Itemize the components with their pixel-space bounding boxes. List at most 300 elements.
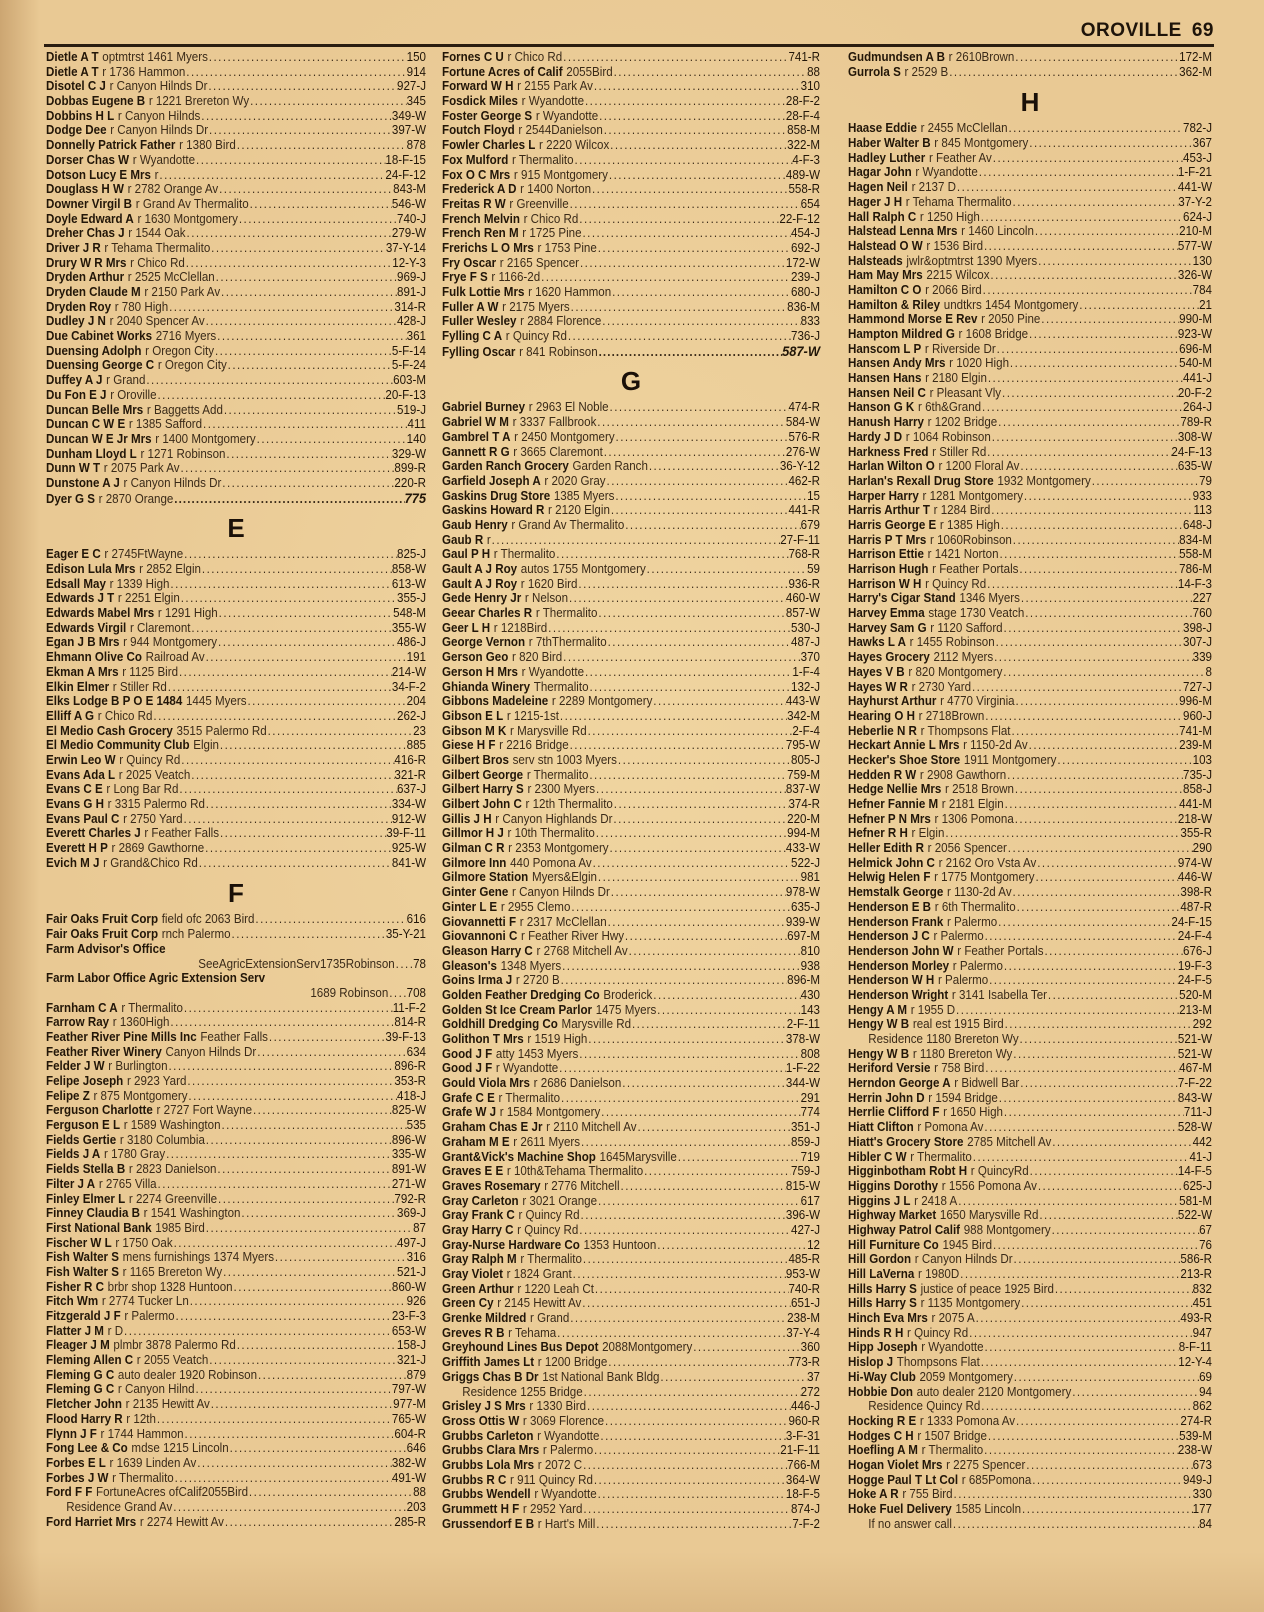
dot-leader — [591, 182, 788, 197]
listing-address: r 2730 Yard — [911, 679, 972, 694]
dot-leader — [1034, 224, 1179, 239]
listing-address: r 758 Bird — [934, 1061, 985, 1076]
listing-name: Grant&Vick's Machine Shop — [442, 1149, 596, 1164]
phone-number: 773-R — [788, 1355, 821, 1370]
dot-leader — [592, 856, 791, 871]
listing-row — [46, 447, 426, 462]
listing-row — [848, 1370, 1212, 1385]
listing-address: r Pleasant Vly — [929, 385, 1002, 400]
listing-address: r Thermalito — [520, 1252, 582, 1267]
listing-name: Fleager J M — [46, 1338, 110, 1353]
listing-address: r 1200 Bridge — [537, 1355, 608, 1370]
phone-number: 20-F-13 — [385, 387, 427, 402]
listing-row — [848, 826, 1212, 841]
phone-number: 460-W — [785, 591, 821, 606]
dot-leader — [220, 285, 397, 300]
listing-name: Edison Lula Mrs — [46, 562, 136, 576]
listing-name: Dietle A T — [46, 50, 99, 64]
phone-number: 953-W — [785, 1267, 821, 1281]
phone-number: 326-W — [1177, 268, 1213, 283]
listing-name: Green Cy — [442, 1296, 494, 1311]
listing-name: Gillmor H J — [442, 826, 504, 841]
listing-row — [46, 300, 426, 315]
dot-leader — [1051, 1223, 1199, 1238]
dot-leader — [1028, 327, 1178, 342]
listing-row — [848, 1238, 1212, 1253]
dot-leader — [595, 826, 787, 841]
listing-address: Broderick — [603, 987, 653, 1002]
listing-name: Fletcher John — [46, 1397, 122, 1412]
listing-row — [442, 1179, 820, 1194]
listing-row — [46, 812, 426, 827]
listing-row — [848, 1003, 1212, 1018]
listing-row — [46, 417, 426, 432]
listing-row — [848, 415, 1212, 430]
listing-name: Heriford Versie — [848, 1061, 931, 1076]
listing-name: Duncan Belle Mrs — [46, 402, 144, 417]
phone-number: 586-R — [1180, 1252, 1213, 1267]
listing-row — [46, 1118, 426, 1133]
phone-number: 949-J — [1183, 1472, 1213, 1487]
listing-address: r 1291 High — [157, 606, 218, 621]
listing-address: r 2718Brown — [918, 708, 985, 723]
dot-leader — [217, 635, 397, 650]
listing-name: Farrow Ray — [46, 1015, 110, 1030]
phone-number: 912-W — [391, 811, 427, 826]
listing-address: r 2450 Montgomery — [514, 429, 615, 444]
listing-name: Dreher Chas J — [46, 226, 125, 241]
listing-row — [848, 1326, 1212, 1341]
phone-number: 382-W — [391, 1455, 427, 1470]
phone-number: 530-J — [791, 620, 821, 635]
phone-number: 15 — [807, 488, 821, 503]
dot-leader — [569, 197, 801, 212]
dot-leader — [540, 270, 791, 285]
listing-address: Railroad Av — [145, 650, 205, 665]
listing-row — [848, 1076, 1212, 1091]
listing-name: Heberlie N R — [848, 723, 917, 738]
dot-leader — [609, 841, 786, 856]
phone-number: 321-J — [397, 1353, 427, 1368]
listing-name: Frerichs L O Mrs — [442, 240, 534, 255]
listing-name: Henderson Morley — [848, 958, 950, 973]
listing-name: Fields Stella B — [46, 1162, 126, 1177]
dot-leader — [984, 1061, 1179, 1076]
listing-name: Gray Carleton — [442, 1193, 519, 1208]
dot-leader — [968, 1326, 1192, 1341]
listing-name: Grummett H F — [442, 1502, 520, 1516]
listing-address: Feather Falls — [200, 1029, 268, 1044]
dot-leader — [202, 417, 407, 432]
listing-name: Hoke A R — [848, 1487, 899, 1502]
listing-address: r 1020 High — [949, 356, 1010, 371]
phone-number: 239-M — [1179, 738, 1213, 753]
listing-row — [442, 915, 820, 930]
listing-row — [442, 841, 820, 856]
listing-row — [848, 562, 1212, 577]
listing-address: r 2020 Gray — [544, 473, 606, 488]
phone-number: 736-J — [791, 329, 821, 344]
phone-number: 360 — [800, 1340, 821, 1355]
listing-address: r Grand — [106, 373, 146, 388]
phone-number: 37-Y-4 — [786, 1325, 821, 1340]
listing-address: r 2525 McClellan — [127, 270, 215, 285]
dot-leader — [173, 1236, 397, 1251]
listing-row — [848, 254, 1212, 269]
listing-row — [46, 461, 426, 476]
listing-row — [442, 50, 820, 65]
phone-number: 418-J — [397, 1088, 427, 1103]
header-rule — [44, 44, 1214, 47]
listing-row — [442, 591, 820, 606]
phone-number: 441-R — [788, 503, 821, 518]
listing-address: jwlr&optmtrst 1390 Myers — [906, 253, 1038, 268]
listing-address: r 1736 Hammon — [102, 64, 186, 79]
listing-address: r 1385 High — [939, 517, 1000, 532]
phone-number: 14-F-5 — [1177, 1164, 1213, 1179]
listing-address: r 3665 Claremont — [513, 444, 603, 459]
dot-leader — [628, 944, 801, 959]
phone-number: 862 — [1192, 1399, 1213, 1414]
listing-address: r 12th — [126, 1411, 156, 1426]
dot-leader — [1047, 988, 1179, 1003]
dot-leader — [190, 768, 394, 783]
listing-name: Haase Eddie — [848, 121, 917, 136]
dot-leader — [559, 709, 787, 724]
listing-row — [848, 239, 1212, 254]
listing-name: Ekman A Mrs — [46, 664, 119, 679]
phone-number: 364-W — [785, 1472, 821, 1487]
phone-number: 896-M — [787, 973, 821, 988]
phone-number: 191 — [406, 650, 427, 665]
listing-row — [442, 109, 820, 124]
dot-leader — [249, 197, 392, 212]
listing-name: Henderson Wright — [848, 987, 949, 1002]
phone-number: 741-R — [788, 50, 821, 64]
phone-number: 433-W — [785, 841, 821, 856]
phone-number: 825-J — [397, 547, 427, 562]
listing-address: 440 Pomona Av — [510, 855, 592, 870]
phone-number: 891-W — [391, 1162, 427, 1177]
dot-leader — [578, 1223, 791, 1238]
listing-address: r 1333 Pomona Av — [919, 1413, 1016, 1428]
phone-number: 12-Y-4 — [1178, 1355, 1213, 1370]
listing-address: 1985 Bird — [155, 1220, 205, 1235]
listing-row — [442, 1326, 820, 1341]
listing-name: Fosdick Miles — [442, 94, 518, 109]
listing-name: Due Cabinet Works — [46, 329, 153, 344]
listing-address: r D — [107, 1323, 124, 1338]
listing-row — [848, 1414, 1212, 1429]
listing-name: Feather River Winery — [46, 1044, 162, 1059]
dot-leader — [610, 885, 786, 900]
listing-row — [848, 430, 1212, 445]
dot-leader — [646, 562, 807, 577]
listing-address: r 2300 Myers — [527, 782, 596, 797]
listing-address: 1346 Myers — [959, 591, 1020, 606]
dot-leader — [204, 841, 392, 856]
listing-continuation — [848, 1517, 1212, 1532]
listing-name: Gillis J H — [442, 811, 492, 826]
listing-row — [848, 474, 1212, 489]
listing-name: Good J F — [442, 1046, 493, 1061]
listing-address: r Canyon Hilnd — [117, 1382, 195, 1397]
listing-row — [848, 900, 1212, 915]
listing-row — [442, 1120, 820, 1135]
dot-leader — [395, 957, 413, 972]
dot-leader — [201, 562, 392, 577]
listing-address: r 1165 Brereton Wy — [122, 1264, 223, 1279]
dot-leader — [598, 345, 782, 360]
listing-name: Hefner R H — [848, 826, 908, 841]
dot-leader — [183, 1001, 393, 1016]
dot-leader — [980, 210, 1183, 225]
dot-leader — [185, 65, 406, 80]
dot-leader — [274, 1250, 407, 1265]
listing-row — [442, 753, 820, 768]
phone-number: 805-J — [791, 752, 821, 767]
listing-address: r 1202 Bridge — [927, 415, 998, 430]
listing-name: Harlan's Rexall Drug Store — [848, 473, 994, 488]
listing-name: Douglass H W — [46, 182, 124, 197]
listing-name: Gilmore Station — [442, 870, 529, 885]
listing-address: r 3180 Columbia — [119, 1132, 205, 1147]
listing-row — [46, 1162, 426, 1177]
listing-address: r 4770 Virginia — [940, 694, 1015, 709]
listing-address: r 1620 Hammon — [528, 285, 612, 299]
listing-name: Fylling C A — [442, 329, 503, 344]
listing-name: Fields Gertie — [46, 1132, 117, 1147]
dot-leader — [491, 533, 781, 548]
listing-name: Gault A J Roy — [442, 576, 518, 591]
dot-leader — [988, 973, 1178, 988]
phone-number: 3-F-31 — [785, 1428, 821, 1443]
listing-row — [442, 1399, 820, 1414]
dot-leader — [198, 856, 392, 871]
listing-name: Geer L H — [442, 620, 491, 635]
phone-number: 775 — [404, 489, 427, 506]
listing-row — [442, 445, 820, 460]
listing-address: 1475 Myers — [595, 1002, 657, 1017]
dot-leader — [597, 1194, 801, 1209]
listing-name: Hoke Fuel Delivery — [848, 1502, 952, 1516]
listing-name: Elkin Elmer — [46, 679, 110, 694]
listing-address: r Chico Rd — [507, 50, 563, 64]
listing-name: Grubbs R C — [442, 1472, 507, 1487]
phone-number: 2-F-11 — [786, 1017, 821, 1032]
phone-number: 617 — [800, 1193, 821, 1208]
listing-row — [46, 1427, 426, 1442]
listing-name: Downer Virgil B — [46, 196, 133, 211]
listing-name: Grubbs Clara Mrs — [442, 1443, 540, 1458]
dot-leader — [612, 812, 787, 827]
dot-leader — [972, 1150, 1190, 1165]
listing-row — [848, 1194, 1212, 1209]
listing-address: r Palermo — [952, 958, 1003, 973]
listing-name: Ginter L E — [442, 899, 498, 914]
listing-name: Finley Elmer L — [46, 1191, 126, 1206]
dot-leader — [1021, 1502, 1193, 1517]
listing-row — [442, 285, 820, 300]
listing-address: 2112 Myers — [933, 650, 994, 665]
dot-leader — [180, 461, 395, 476]
listing-name: Gleason's — [442, 958, 497, 973]
listing-name: Fischer W L — [46, 1235, 112, 1250]
dot-leader — [581, 1296, 791, 1311]
listing-address: r Tehama Thermalito — [104, 240, 211, 255]
listing-address: r 2353 Montgomery — [508, 841, 609, 856]
listing-row — [46, 797, 426, 812]
listing-row — [442, 1017, 820, 1032]
listing-row — [46, 971, 426, 986]
dot-leader — [587, 1032, 786, 1047]
listing-row — [46, 1382, 426, 1397]
listing-row — [46, 344, 426, 359]
dot-leader — [1001, 386, 1178, 401]
phone-number: 24-F-12 — [385, 167, 427, 182]
phone-number: 885 — [406, 738, 427, 753]
listing-name: Fuller A W — [442, 299, 499, 314]
listing-name: Golithon T Mrs — [442, 1032, 524, 1046]
listing-name: Gaul P H — [442, 547, 491, 562]
listing-row — [848, 812, 1212, 827]
listing-name: Hammond Morse E Rev — [848, 312, 978, 327]
listing-name: Hogge Paul T Lt Col — [848, 1472, 959, 1487]
listing-name: Elks Lodge B P O E 1484 — [46, 694, 183, 709]
phone-number: 540-M — [1179, 356, 1213, 371]
listing-name: Grisley J S Mrs — [442, 1399, 526, 1414]
phone-number: 23-F-3 — [391, 1309, 427, 1323]
listing-name: Halstead Lenna Mrs — [848, 224, 958, 239]
listing-address: r Thermalito — [493, 547, 556, 562]
page-number: 69 — [1191, 20, 1214, 41]
listing-address: r 2823 Danielson — [128, 1162, 217, 1177]
listing-row — [46, 665, 426, 680]
listing-row — [848, 856, 1212, 871]
listing-row — [46, 358, 426, 373]
listing-row — [848, 65, 1212, 80]
listing-name: Ferguson E L — [46, 1118, 121, 1133]
phone-number: 679 — [800, 517, 821, 532]
listing-row — [46, 1221, 426, 1236]
phone-number: 150 — [406, 50, 427, 64]
phone-number: 878 — [406, 138, 427, 153]
listing-row — [442, 1414, 820, 1429]
listing-address: r 2175 Myers — [502, 299, 570, 314]
listing-name: Hocking R E — [848, 1413, 917, 1428]
listing-name: Gray Frank C — [442, 1208, 515, 1223]
listing-name: Doyle Edward A — [46, 211, 134, 226]
listing-name: Foster George S — [442, 108, 533, 123]
listing-address: r 2180 Elgin — [925, 371, 987, 386]
listing-name: Hayhurst Arthur — [848, 694, 937, 709]
listing-row — [46, 753, 426, 768]
listing-name: Gerson H Mrs — [442, 664, 518, 679]
listing-address: r 2544Danielson — [518, 123, 603, 138]
listing-address: r 10th Thermalito — [507, 826, 595, 841]
listing-address: 1353 Huntoon — [583, 1237, 657, 1252]
listing-row — [46, 153, 426, 168]
listing-row — [46, 491, 426, 506]
listing-address: 1650 Marysville Rd — [939, 1208, 1039, 1223]
listing-name: Grenke Mildred — [442, 1311, 527, 1326]
listing-row — [442, 226, 820, 241]
listing-address: r Thermalito — [526, 767, 589, 782]
dot-leader — [152, 709, 397, 724]
listing-name: Golden St Ice Cream Parlor — [442, 1002, 593, 1017]
dot-leader — [984, 929, 1178, 944]
listing-address: r 1180 Brereton Wy — [912, 1046, 1013, 1061]
dot-leader — [586, 1399, 791, 1414]
listing-row — [46, 768, 426, 783]
listing-address: r 1060Robinson — [930, 532, 1012, 547]
listing-name: Geear Charles R — [442, 606, 533, 621]
listing-name: Dyer G S — [46, 491, 95, 506]
listing-name: Hagar John — [848, 165, 912, 180]
listing-address: r 1271 Robinson — [140, 446, 226, 461]
listing-row — [46, 577, 426, 592]
listing-continuation — [442, 1385, 820, 1400]
dot-leader — [1003, 959, 1178, 974]
listing-name: Feather River Pine Mills Inc — [46, 1029, 197, 1044]
phone-number: 616 — [406, 912, 427, 927]
listing-row — [848, 885, 1212, 900]
listing-row — [46, 942, 426, 957]
dot-leader — [980, 1399, 1192, 1414]
listing-row — [848, 518, 1212, 533]
listing-address: r 2610Brown — [948, 50, 1015, 64]
phone-number: 1-F-21 — [1177, 165, 1213, 180]
phone-number: 276-W — [785, 444, 821, 459]
phone-number: 635-J — [791, 899, 821, 914]
listing-address: r Tehama — [508, 1325, 557, 1340]
dot-leader — [1019, 1076, 1178, 1091]
phone-number: 927-J — [397, 79, 427, 94]
phone-number: 692-J — [791, 240, 821, 255]
listing-name: Harkness Fred — [848, 444, 929, 459]
phone-number: 708 — [406, 985, 427, 1000]
listing-row — [46, 79, 426, 94]
dot-leader — [574, 153, 793, 168]
listing-row — [848, 50, 1212, 65]
dot-leader — [180, 591, 397, 606]
listing-address: r 1753 Pine — [537, 240, 597, 255]
dot-leader — [207, 79, 397, 94]
dot-leader — [1012, 195, 1179, 210]
dot-leader — [952, 1517, 1199, 1532]
phone-number: 37-Y-2 — [1178, 194, 1213, 209]
listing-row — [46, 1471, 426, 1486]
phone-number: 837-W — [785, 782, 821, 797]
listing-name: Duncan W E Jr Mrs — [46, 431, 152, 446]
phone-number: 103 — [1192, 752, 1213, 767]
dot-leader — [1018, 562, 1179, 577]
dot-leader — [157, 388, 386, 403]
listing-name: Halstead O W — [848, 238, 923, 253]
phone-number: 978-W — [785, 885, 821, 900]
phone-number: 879 — [406, 1367, 427, 1382]
dot-leader — [999, 547, 1180, 562]
dot-leader — [1009, 356, 1179, 371]
dot-leader — [218, 606, 393, 621]
listing-address: r 841 Robinson — [519, 344, 598, 359]
dot-leader — [555, 547, 788, 562]
listing-row — [46, 1015, 426, 1030]
phone-number: 491-W — [391, 1470, 427, 1485]
listing-address: r 2765 Villa — [98, 1176, 157, 1191]
listing-address: 1385 Myers — [553, 488, 615, 503]
listing-name: Fowler Charles L — [442, 138, 536, 153]
